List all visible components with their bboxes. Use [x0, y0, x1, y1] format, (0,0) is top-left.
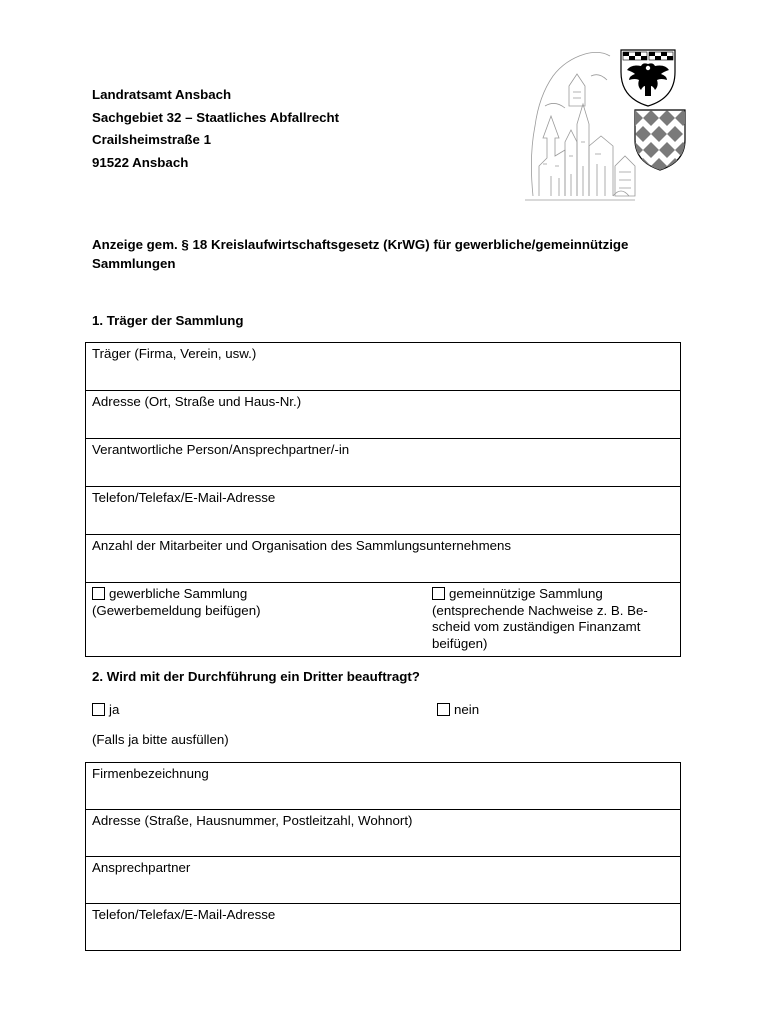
third-party-no-option	[437, 702, 479, 717]
town-sketch	[525, 52, 635, 200]
form-field-address[interactable]	[86, 391, 681, 439]
nonprofit-collection-checkbox[interactable]	[432, 587, 445, 600]
collection-type-row	[86, 583, 681, 657]
commercial-collection-checkbox[interactable]	[92, 587, 105, 600]
field-label: Adresse (Straße, Hausnummer, Postleitzahl, Wohnort)	[92, 813, 413, 828]
option-note: scheid vom zuständigen Finanzamt	[432, 619, 641, 634]
form-field-contact-person[interactable]	[86, 439, 681, 487]
eagle-shield-icon	[621, 50, 675, 106]
section-heading: 1. Träger der Sammlung	[92, 313, 244, 328]
option-label: gewerbliche Sammlung	[109, 586, 248, 601]
form-title: Anzeige gem. § 18 Kreislaufwirtschaftsgesetz (KrWG) für gewerbliche/gemeinnützige Sammlungen	[92, 237, 629, 271]
fill-instruction: (Falls ja bitte ausfüllen)	[92, 732, 229, 747]
field-label: Telefon/Telefax/E-Mail-Adresse	[92, 907, 276, 922]
third-party-yes-option	[92, 702, 119, 717]
field-label: Ansprechpartner	[92, 860, 191, 875]
form-field-employees[interactable]	[86, 535, 681, 583]
form-field-company-name[interactable]	[86, 763, 681, 810]
form-field-company-contact[interactable]	[86, 857, 681, 904]
option-note: (entsprechende Nachweise z. B. Be-	[432, 602, 648, 618]
field-label: Anzahl der Mitarbeiter und Organisation des Sammlungsunternehmens	[92, 538, 512, 553]
yes-checkbox[interactable]	[92, 703, 105, 716]
field-label: Telefon/Telefax/E-Mail-Adresse	[92, 490, 276, 505]
address-line: Sachgebiet 32 – Staatliches Abfallrecht	[92, 109, 340, 125]
option-note: beifügen)	[432, 635, 488, 651]
sender-address	[92, 84, 339, 174]
commercial-option	[92, 586, 432, 619]
district-coat-of-arms-logo	[525, 46, 695, 204]
nonprofit-option	[432, 586, 672, 652]
section-heading: 2. Wird mit der Durchführung ein Dritter beauftragt?	[92, 669, 420, 684]
field-label: Firmenbezeichnung	[92, 766, 209, 781]
bavarian-lozenge-shield-icon	[635, 110, 685, 174]
yes-label: ja	[109, 702, 120, 717]
form-field-phone-email[interactable]	[86, 487, 681, 535]
no-label: nein	[454, 702, 480, 717]
address-line: 91522 Ansbach	[92, 154, 189, 170]
address-line: Crailsheimstraße 1	[92, 132, 211, 147]
option-label: gemeinnützige Sammlung	[449, 586, 603, 601]
field-label: Adresse (Ort, Straße und Haus-Nr.)	[92, 394, 302, 409]
form-field-company-address[interactable]	[86, 810, 681, 857]
option-note: (Gewerbemeldung beifügen)	[92, 602, 261, 618]
form-field-carrier[interactable]	[86, 343, 681, 391]
address-line: Landratsamt Ansbach	[92, 87, 232, 102]
form-field-company-phone-email[interactable]	[86, 904, 681, 951]
field-label: Träger (Firma, Verein, usw.)	[92, 346, 257, 361]
no-checkbox[interactable]	[437, 703, 450, 716]
field-label: Verantwortliche Person/Ansprechpartner/-in	[92, 442, 350, 457]
third-party-table	[85, 762, 681, 951]
carrier-table	[85, 342, 681, 657]
